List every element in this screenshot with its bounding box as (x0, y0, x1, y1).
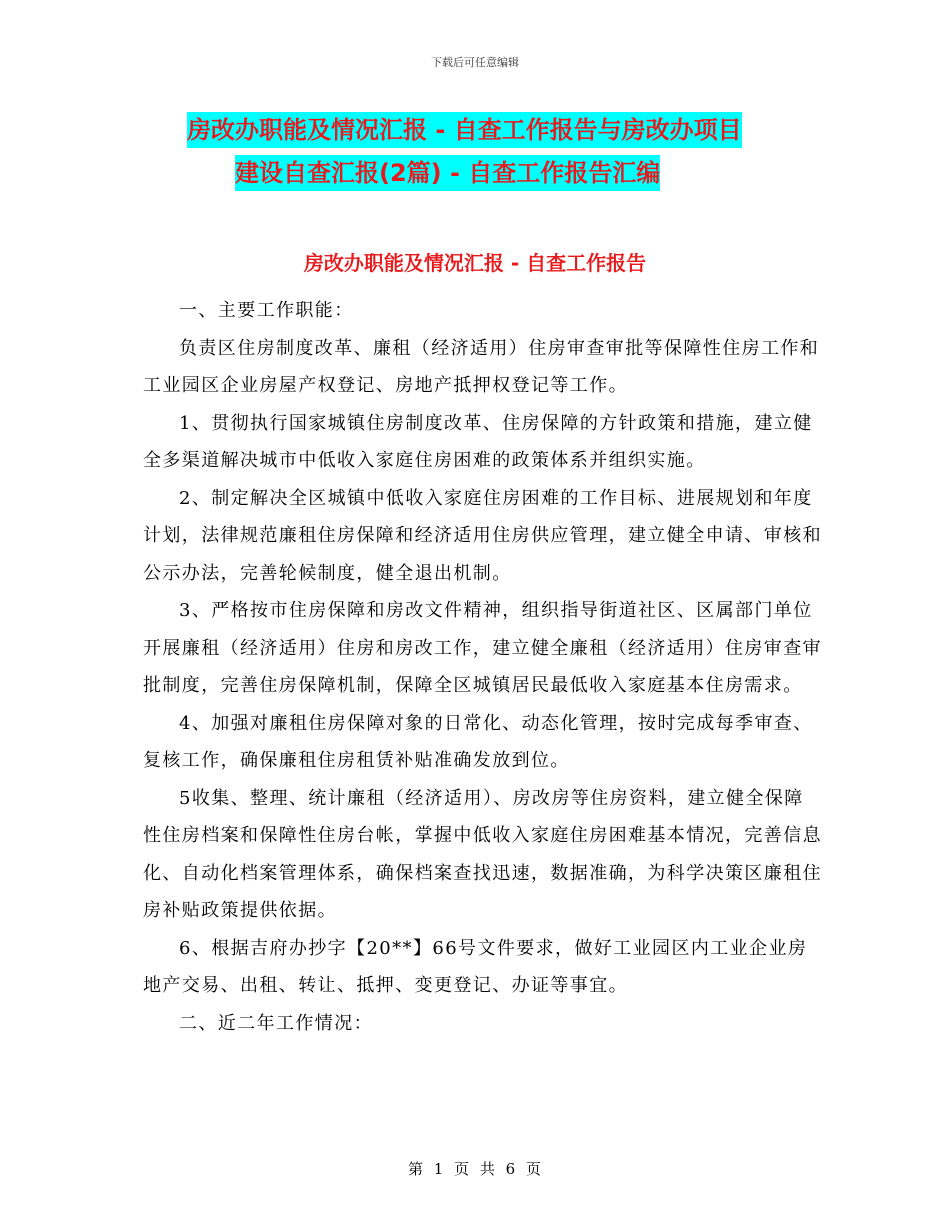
section-subtitle: 房改办职能及情况汇报 - 自查工作报告 (303, 251, 647, 275)
paragraph: 6、根据吉府办抄字【20**】66号文件要求，做好工业园区内工业企业房地产交易、出租、转让、抵押、变更登记、办证等事宜。 (143, 937, 808, 996)
title-line-1: 房改办职能及情况汇报 - 自查工作报告与房改办项目 (187, 112, 742, 148)
paragraph: 负责区住房制度改革、廉租（经济适用）住房审查审批等保障性住房工作和工业园区企业房屋产权登记、房地产抵押权登记等工作。 (143, 337, 820, 396)
document-body (143, 292, 823, 1042)
paragraph: 2、制定解决全区城镇中低收入家庭住房困难的工作目标、进展规划和年度计划，法律规范廉租住房保障和经济适用住房供应管理，建立健全申请、审核和公示办法，完善轮候制度，健全退出机制。 (143, 487, 822, 584)
paragraph: 一、主要工作职能： (179, 300, 354, 321)
paragraph: 1、贯彻执行国家城镇住房制度改革、住房保障的方针政策和措施，建立健全多渠道解决城市中低收入家庭住房困难的政策体系并组织实施。 (143, 412, 813, 471)
header-note: 下载后可任意编辑 (431, 56, 519, 69)
paragraph: 5收集、整理、统计廉租（经济适用）、房改房等住房资料，建立健全保障性住房档案和保障性住房台帐，掌握中低收入家庭住房困难基本情况，完善信息化、自动化档案管理体系，确保档案查找迅速，数据准确，为科学决策区廉租住房补贴政策提供依据。 (143, 787, 822, 921)
paragraph: 二、近二年工作情况： (179, 1012, 373, 1034)
title-line-2: 建设自查汇报(2篇) - 自查工作报告汇编 (235, 155, 660, 191)
paragraph: 3、严格按市住房保障和房改文件精神，组织指导街道社区、区属部门单位开展廉租（经济适用）住房和房改工作，建立健全廉租（经济适用）住房审查审批制度，完善住房保障机制，保障全区城镇居民最低收入家庭基本住房需求。 (143, 600, 822, 696)
paragraph: 4、加强对廉租住房保障对象的日常化、动态化管理，按时完成每季审查、复核工作，确保廉租住房租赁补贴准确发放到位。 (143, 712, 813, 771)
page-footer: 第 1 页 共 6 页 (408, 1160, 542, 1178)
